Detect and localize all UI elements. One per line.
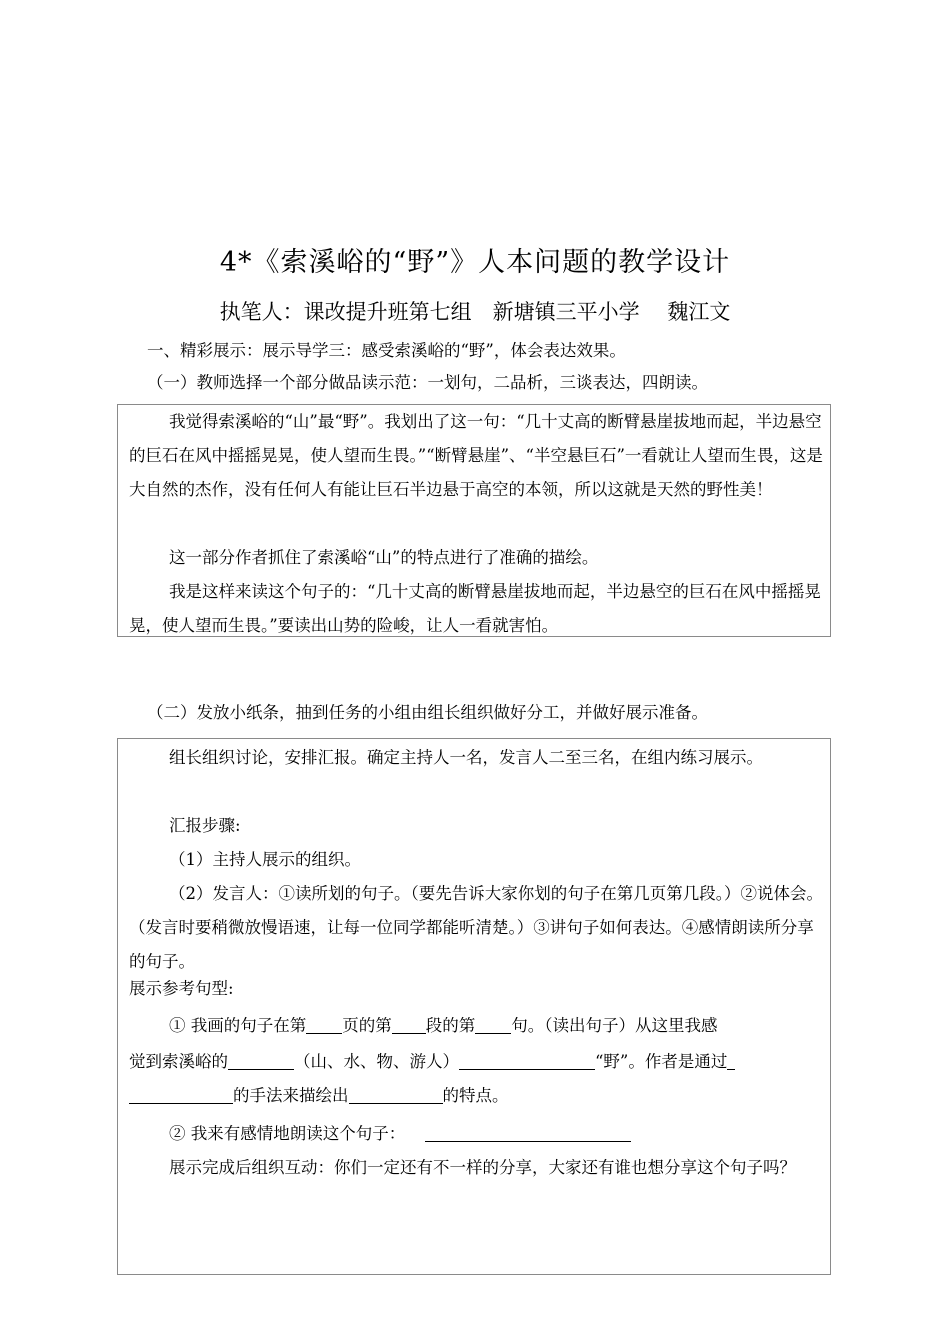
sentence-pattern-1-line-3: 的手法来描绘出 的特点。 (129, 1079, 829, 1113)
fill-blank (392, 1015, 426, 1034)
task-paragraph-1: 组长组织讨论，安排汇报。确定主持人一名，发言人二至三名，在组内练习展示。 (169, 748, 763, 767)
author-line: 执笔人：课改提升班第七组 新塘镇三平小学 魏江文 (219, 300, 731, 324)
fill-blank (228, 1051, 294, 1070)
step-2: （2）发言人：①读所划的句子。（要先告诉大家你划的句子在第几页第几段。）②说体会。（发言时要稍微放慢语速，让每一位同学都能听清楚。）③讲句子如何表达。④感情朗读所分享的句子。 (129, 884, 823, 971)
subsection-heading-2: （二）发放小纸条，抽到任务的小组由组长组织做好分工，并做好展示准备。 (147, 703, 708, 722)
document-title: 4*《索溪峪的“野”》人本问题的教学设计 (219, 247, 731, 278)
fill-blank (129, 1085, 233, 1104)
fill-blank (459, 1051, 595, 1070)
step-1: （1）主持人展示的组织。 (169, 850, 361, 869)
sentence-patterns-label: 展示参考句型: (129, 979, 234, 998)
interaction-paragraph: 展示完成后组织互动：你们一定还有不一样的分享，大家还有谁也想分享这个句子吗？ (169, 1158, 796, 1177)
report-steps-label: 汇报步骤: (169, 816, 241, 835)
task-box (117, 738, 831, 1275)
section-heading: 一、精彩展示：展示导学三：感受索溪峪的“野”，体会表达效果。 (147, 341, 626, 360)
fill-blank (349, 1085, 443, 1104)
example-paragraph-3: 我是这样来读这个句子的：“几十丈高的断臂悬崖拔地而起，半边悬空的巨石在风中摇摇晃晃，使人望而生畏。”要读出山势的险峻，让人一看就害怕。 (129, 582, 821, 635)
example-box (117, 404, 831, 637)
fill-blank (727, 1051, 735, 1070)
fill-blank (425, 1123, 631, 1142)
fill-blank (475, 1015, 511, 1034)
example-paragraph-2: 这一部分作者抓住了索溪峪“山”的特点进行了准确的描绘。 (169, 548, 599, 567)
sentence-pattern-1-line-2: 觉到索溪峪的 （山、水、物、游人） “野”。作者是通过 (129, 1045, 829, 1079)
fill-blank (306, 1015, 342, 1034)
sentence-pattern-2: ② 我来有感情地朗读这个句子： (129, 1117, 829, 1151)
subsection-heading-1: （一）教师选择一个部分做品读示范：一划句，二品析，三谈表达，四朗读。 (147, 373, 708, 392)
sentence-pattern-1-line-1: ① 我画的句子在第 页的第 段的第 句。（读出句子）从这里我感 (169, 1016, 718, 1035)
example-paragraph-1: 我觉得索溪峪的“山”最“野”。我划出了这一句：“几十丈高的断臂悬崖拔地而起，半边悬空的巨石在风中摇摇晃晃，使人望而生畏。”“断臂悬崖”、“半空悬巨石”一看就让人望而生畏，这是大自然的杰作，没有任何人有能让巨石半边悬于高空的本领，所以这就是天然的野性美！ (129, 412, 823, 499)
